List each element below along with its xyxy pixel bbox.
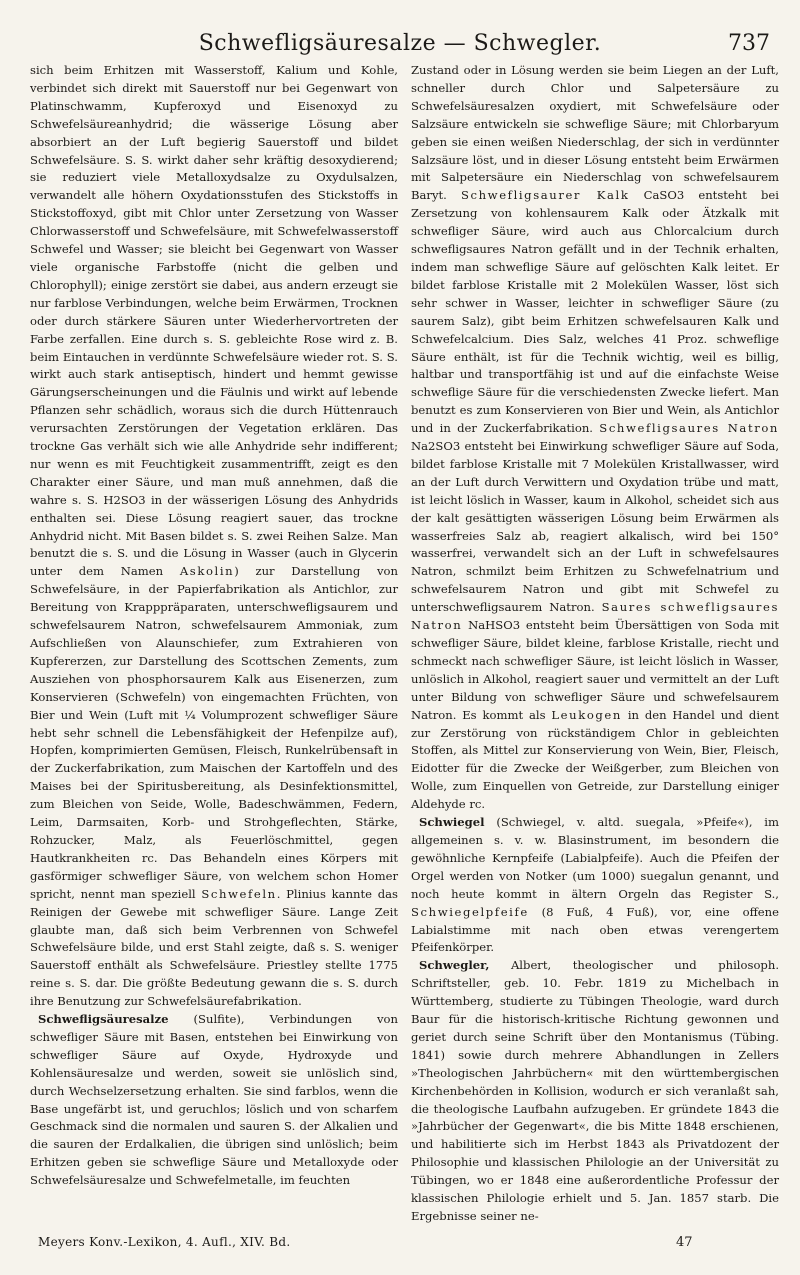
entry-text: (Sulfite), Verbindungen von schwefliger Säure mit Basen, entstehen bei Einwirkung von schwefliger Säure auf Oxyde, Hydroxyde und Kohlensäuresalze und werden, soweit sie unlöslich sind, durch Wechselzersetzung erhalten. Sie sind farblos, wenn die Base ungefärbt ist, und geruchlos; löslich und von scharfem Geschmack sind die normalen und sauren S. der Alkalien und die sauren der Erdalkalien, die übrigen sind unlöslich; beim Erhitzen geben sie schweflige Säure und Metalloxyde oder Schwefelsäuresalze und Schwefelmetalle, im feuchten <box>30 1012 399 1188</box>
left-column <box>30 62 398 1190</box>
text-run: entsteht bei Zersetzung von kohlensaurem Kalk oder Ätzkalk mit schwefliger Säure, wird auch aus Chlorcalcium durch schwefligsaures Natron gefällt und in der Technik erhalten, indem man schweflige Säure auf gelöschten Kalk leitet. Er bildet farblose Kristalle mit 2 Molekülen Wasser, löst sich sehr schwer in Wasser, leichter in schwefliger Säure (zu saurem Salz), gibt beim Erhitzen schwefelsauren Kalk und Schwefelcalcium. Dies Salz, welches 41 Proz. schweflige Säure enthält, ist für die Technik wichtig, weil es billig, haltbar und transportfähig ist und auf die einfachste Weise schweflige Säure für die verschiedensten Zwecke liefert. Man benutzt es zum Konservieren von Bier und Wein, als Antichlor und in der Zuckerfabrikation. <box>411 188 780 436</box>
formula-nahso3: NaHSO3 <box>468 618 521 633</box>
right-column <box>411 62 779 1226</box>
formula-na2so3: Na2SO3 <box>411 439 461 454</box>
term-schwefeln: Schwefeln <box>201 886 277 901</box>
term-saures-schwefligsaures-natron: Saures schwefligsaures Natron <box>411 600 779 633</box>
page-number: 737 <box>728 31 770 56</box>
text-run: . Plinius kannte das Reinigen der Gewebe mit schwefliger Säure. Lange Zeit glaubte man, daß sich beim Verbrennen von Schwefel Schwefelsäure bilde, und erst Stahl zeigte, daß s. S. weniger Sauerstoff enthält als Schwefelsäure. Priestley stellte 1775 reine s. S. dar. Die größte Bedeutung gewann die s. S. durch ihre Benutzung zur Schwefelsäurefabrikation. <box>30 886 398 1009</box>
text-run: sich beim Erhitzen mit Wasserstoff, Kalium und Kohle, verbindet sich direkt mit Sauerstoff nur bei Gegenwart von Platinschwamm, Kupferoxyd und Eisenoxyd zu Schwefelsäureanhydrid; die wässerige Lösung aber absorbiert an der Luft begierig Sauerstoff und bildet Schwefelsäure. S. S. wirkt daher sehr kräftig desoxydierend; sie reduziert viele Metalloxydsalze zu Oxydulsalzen, verwandelt alle höhern Oxydationsstufen des Stickstoffs in Stickstoffoxyd, gibt mit Chlor unter Zersetzung von Wasser Chlorwasserstoff und Schwefelsäure, mit Schwefelwasserstoff Schwefel und Wasser; sie bleicht bei Gegenwart von Wasser viele organische Farbstoffe (nicht die gelben und Chlorophyll); einige zerstört sie dabei, aus andern erzeugt sie nur farblose Verbindungen, welche beim Erwärmen, Trocknen oder durch stärkere Säuren unter Wiederhervortreten der Farbe zerfallen. Eine durch s. S. gebleichte Rose wird z. B. beim Eintauchen in verdünnte Schwefelsäure wieder rot. S. S. wirkt auch stark antiseptisch, hindert und hemmt gewisse Gärungserscheinungen und die Fäulnis und wirkt auf lebende Pflanzen sehr schädlich, woraus sich die durch Hüttenrauch verursachten Zerstörungen der Vegetation erklären. Das trockne Gas verhält sich wie alle Anhydride sehr indifferent; nur wenn es mit Feuchtigkeit zusammentrifft, zeigt es den Charakter einer Säure, und man muß annehmen, daß die wahre s. S. <box>30 63 398 507</box>
term-schwefligsaures-natron: Schwefligsaures Natron <box>599 421 779 436</box>
imprint-line: Meyers Konv.-Lexikon, 4. Aufl., XIV. Bd. <box>38 1235 291 1249</box>
entry-text: (8 Fuß, 4 Fuß), vor, eine offene Labialstimme mit nach oben etwas verengertem Pfeifenkörper. <box>411 904 779 955</box>
text-run: in den Handel und dient zur Zerstörung von rückständigem Chlor in gebleichten Stoffen, als Mittel zur Konservierung von Wein, Bier, Fleisch, Eidotter für die Zwecke der Weißgerber, zum Bleichen von Wolle, zum Einquellen von Getreide, zur Darstellung einiger Aldehyde rc. <box>411 707 780 812</box>
running-title: Schwefligsäuresalze — Schwegler. <box>198 31 602 56</box>
printer-signature: 47 <box>676 1235 693 1250</box>
entry-text: Albert, theologischer und philosoph. Schriftsteller, geb. 10. Febr. 1819 zu Michelbach in Württemberg, studierte zu Tübingen Theologie, ward durch Baur für die historisch-kritische Richtung gewonnen und geriet durch seine Schrift über den Montanismus (Tübing. 1841) sowie durch mehrere Abhandlungen in Zellers »Theologischen Jahrbüchern« mit den württembergischen Kirchenbehörden in Kollision, wodurch er sich veranlaßt sah, die theologische Laufbahn aufzugeben. Er gründete 1843 die »Jahrbücher der Gegenwart«, die bis Mitte 1848 erschienen, und habilitierte sich im Herbst 1843 als Privatdozent der Philosophie und klassischen Philologie an der Universität zu Tübingen, wo er 1848 eine außerordentliche Professur der klassischen Philologie erhielt und 5. Jan. 1857 starb. Die Ergebnisse seiner ne- <box>411 958 780 1223</box>
entry-schwefligsaeuresalze <box>30 1011 398 1190</box>
formula-caso3: CaSO3 <box>643 188 685 203</box>
term-askolin: Askolin <box>179 564 235 579</box>
entry-schwefligsaeuresalze-continued <box>411 62 779 814</box>
entry-headword: Schwefligsäuresalze <box>38 1012 169 1027</box>
entry-schwegler <box>411 957 779 1226</box>
entry-schwiegel <box>411 814 779 957</box>
term-leukogen: Leukogen <box>551 707 622 722</box>
term-schwefligsaurer-kalk: Schwefligsaurer Kalk <box>460 188 630 203</box>
entry-headword: Schwegler, <box>419 958 490 973</box>
formula-h2so3: H2SO3 <box>103 492 146 507</box>
text-run: Zustand oder in Lösung werden sie beim Liegen an der Luft, schneller durch Chlor und Salpetersäure zu Schwefelsäuresalzen oxydiert, mit Schwefelsäure oder Salzsäure entwickeln sie schweflige Säure; mit Chlorbaryum geben sie einen weißen Niederschlag, der sich in verdünnter Salzsäure löst, und in dieser Lösung entsteht beim Erwärmen mit Salpetersäure ein Niederschlag von schwefelsaurem Baryt. <box>411 63 779 203</box>
entry-text: (Schwiegel, v. altd. suegala, »Pfeife«), im allgemeinen s. v. w. Blasinstrument, im besondern die gewöhnliche Kernpfeife (Labialpfeife). Auch die Pfeifen der Orgel werden von Notker (um 1000) suegalun genannt, und noch heute kommt in ältern Orgeln das Register S., <box>411 815 780 901</box>
entry-headword: Schwiegel <box>419 815 485 830</box>
text-run: ) zur Darstellung von Schwefelsäure, in der Papierfabrikation als Antichlor, zur Bereitung von Krapppräparaten, unterschwefligsaurem und schwefelsaurem Natron, schwefelsaurem Ammoniak, zum Aufschließen von Alaunschiefer, zum Extrahieren von Kupfererzen, zur Darstellung des Scottschen Zements, zum Ausziehen von phosphorsaurem Kalk aus Eisenerzen, zum Konservieren (Schwefeln) von eingemachten Früchten, von Bier und Wein (Luft mit ¼ Volumprozent schwefliger Säure hebt sehr schnell die Lebensfähigkeit der Hefenpilze auf), Hopfen, komprimierten Gemüsen, Fleisch, Runkelrübensaft in der Zuckerfabrikation, zum Maischen der Kartoffeln und des Maises bei der Spiritusbereitung, als Desinfektionsmittel, zum Bleichen von Seide, Wolle, Badeschwämmen, Federn, Leim, Darmsaiten, Korb- und Strohgeflechten, Stärke, Rohzucker, Malz, als Feuerlöschmittel, gegen Hautkrankheiten rc. Das Behandeln eines Körpers mit gasförmiger schwefliger Säure, von welchem schon Homer spricht, nennt man speziell <box>30 564 399 901</box>
term-schwiegelpfeife: Schwiegelpfeife <box>411 904 529 919</box>
text-run: entsteht beim Übersättigen von Soda mit schwefliger Säure, bildet kleine, farblose Kristalle, riecht und schmeckt nach schwefliger Säure, ist leicht löslich in Wasser, unlöslich in Alkohol, reagiert sauer und vermittelt an der Luft unter Bildung von schwefliger Säure und schwefelsaurem Natron. Es kommt als <box>411 618 780 722</box>
text-run: entsteht bei Einwirkung schwefliger Säure auf Soda, bildet farblose Kristalle mit 7 Molekülen Kristallwasser, wird an der Luft durch Verwittern und Oxydation trübe und matt, ist leicht löslich in Wasser, kaum in Alkohol, scheidet sich aus der kalt gesättigten wässerigen Lösung beim Erwärmen als wasserfreies Salz ab, reagiert alkalisch, wird bei 150° wasserfrei, verwandelt sich an der Luft in schwefelsaures Natron, schmilzt beim Erhitzen zu Schwefelnatrium und schwefelsaurem Natron und gibt mit Schwefel zu unterschwefligsaurem Natron. <box>411 439 779 615</box>
page-header <box>30 30 770 58</box>
entry-schweflige-saeure-continued <box>30 62 398 1011</box>
text-run: in der wässerigen Lösung des Anhydrids enthalten sei. Diese Lösung reagiert sauer, das trockne Anhydrid nicht. Mit Basen bildet s. S. zwei Reihen Salze. Man benutzt die s. S. und die Lösung in Wasser (auch in Glycerin unter dem Namen <box>30 492 399 579</box>
